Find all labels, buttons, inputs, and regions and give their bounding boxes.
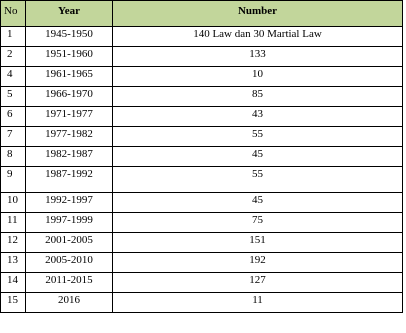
cell-number: 127 xyxy=(113,273,403,293)
cell-number: 11 xyxy=(113,293,403,313)
cell-year: 2001-2005 xyxy=(26,233,113,253)
cell-number: 45 xyxy=(113,147,403,167)
table-row xyxy=(1,193,403,213)
cell-no: 9 xyxy=(1,167,26,193)
table-row xyxy=(1,273,403,293)
table-row xyxy=(1,253,403,273)
cell-no: 14 xyxy=(1,273,26,293)
table-row xyxy=(1,213,403,233)
cell-no: 1 xyxy=(1,27,26,47)
cell-number: 151 xyxy=(113,233,403,253)
table-row xyxy=(1,27,403,47)
table-row xyxy=(1,87,403,107)
cell-number: 75 xyxy=(113,213,403,233)
table-row xyxy=(1,47,403,67)
column-header-number: Number xyxy=(113,1,403,27)
cell-year: 1951-1960 xyxy=(26,47,113,67)
cell-year: 1987-1992 xyxy=(26,167,113,193)
cell-year: 2005-2010 xyxy=(26,253,113,273)
header-row xyxy=(1,1,403,27)
table-row xyxy=(1,67,403,87)
cell-year: 2016 xyxy=(26,293,113,313)
cell-number: 192 xyxy=(113,253,403,273)
cell-year: 1982-1987 xyxy=(26,147,113,167)
cell-no: 10 xyxy=(1,193,26,213)
cell-number: 55 xyxy=(113,167,403,193)
cell-no: 12 xyxy=(1,233,26,253)
cell-year: 1977-1982 xyxy=(26,127,113,147)
table-row xyxy=(1,293,403,313)
cell-year: 1971-1977 xyxy=(26,107,113,127)
cell-no: 2 xyxy=(1,47,26,67)
cell-year: 1997-1999 xyxy=(26,213,113,233)
table-row xyxy=(1,107,403,127)
cell-no: 15 xyxy=(1,293,26,313)
cell-no: 7 xyxy=(1,127,26,147)
table-row xyxy=(1,233,403,253)
cell-year: 2011-2015 xyxy=(26,273,113,293)
cell-no: 8 xyxy=(1,147,26,167)
cell-number: 55 xyxy=(113,127,403,147)
cell-number: 45 xyxy=(113,193,403,213)
table-row xyxy=(1,127,403,147)
cell-number: 85 xyxy=(113,87,403,107)
cell-no: 6 xyxy=(1,107,26,127)
cell-year: 1961-1965 xyxy=(26,67,113,87)
cell-no: 4 xyxy=(1,67,26,87)
cell-no: 5 xyxy=(1,87,26,107)
cell-number: 140 Law dan 30 Martial Law xyxy=(113,27,403,47)
cell-no: 13 xyxy=(1,253,26,273)
cell-year: 1966-1970 xyxy=(26,87,113,107)
cell-year: 1945-1950 xyxy=(26,27,113,47)
cell-number: 133 xyxy=(113,47,403,67)
table-row xyxy=(1,147,403,167)
table-row xyxy=(1,167,403,193)
column-header-year: Year xyxy=(26,1,113,27)
cell-no: 11 xyxy=(1,213,26,233)
cell-number: 10 xyxy=(113,67,403,87)
cell-number: 43 xyxy=(113,107,403,127)
cell-year: 1992-1997 xyxy=(26,193,113,213)
column-header-no: No xyxy=(1,1,26,27)
